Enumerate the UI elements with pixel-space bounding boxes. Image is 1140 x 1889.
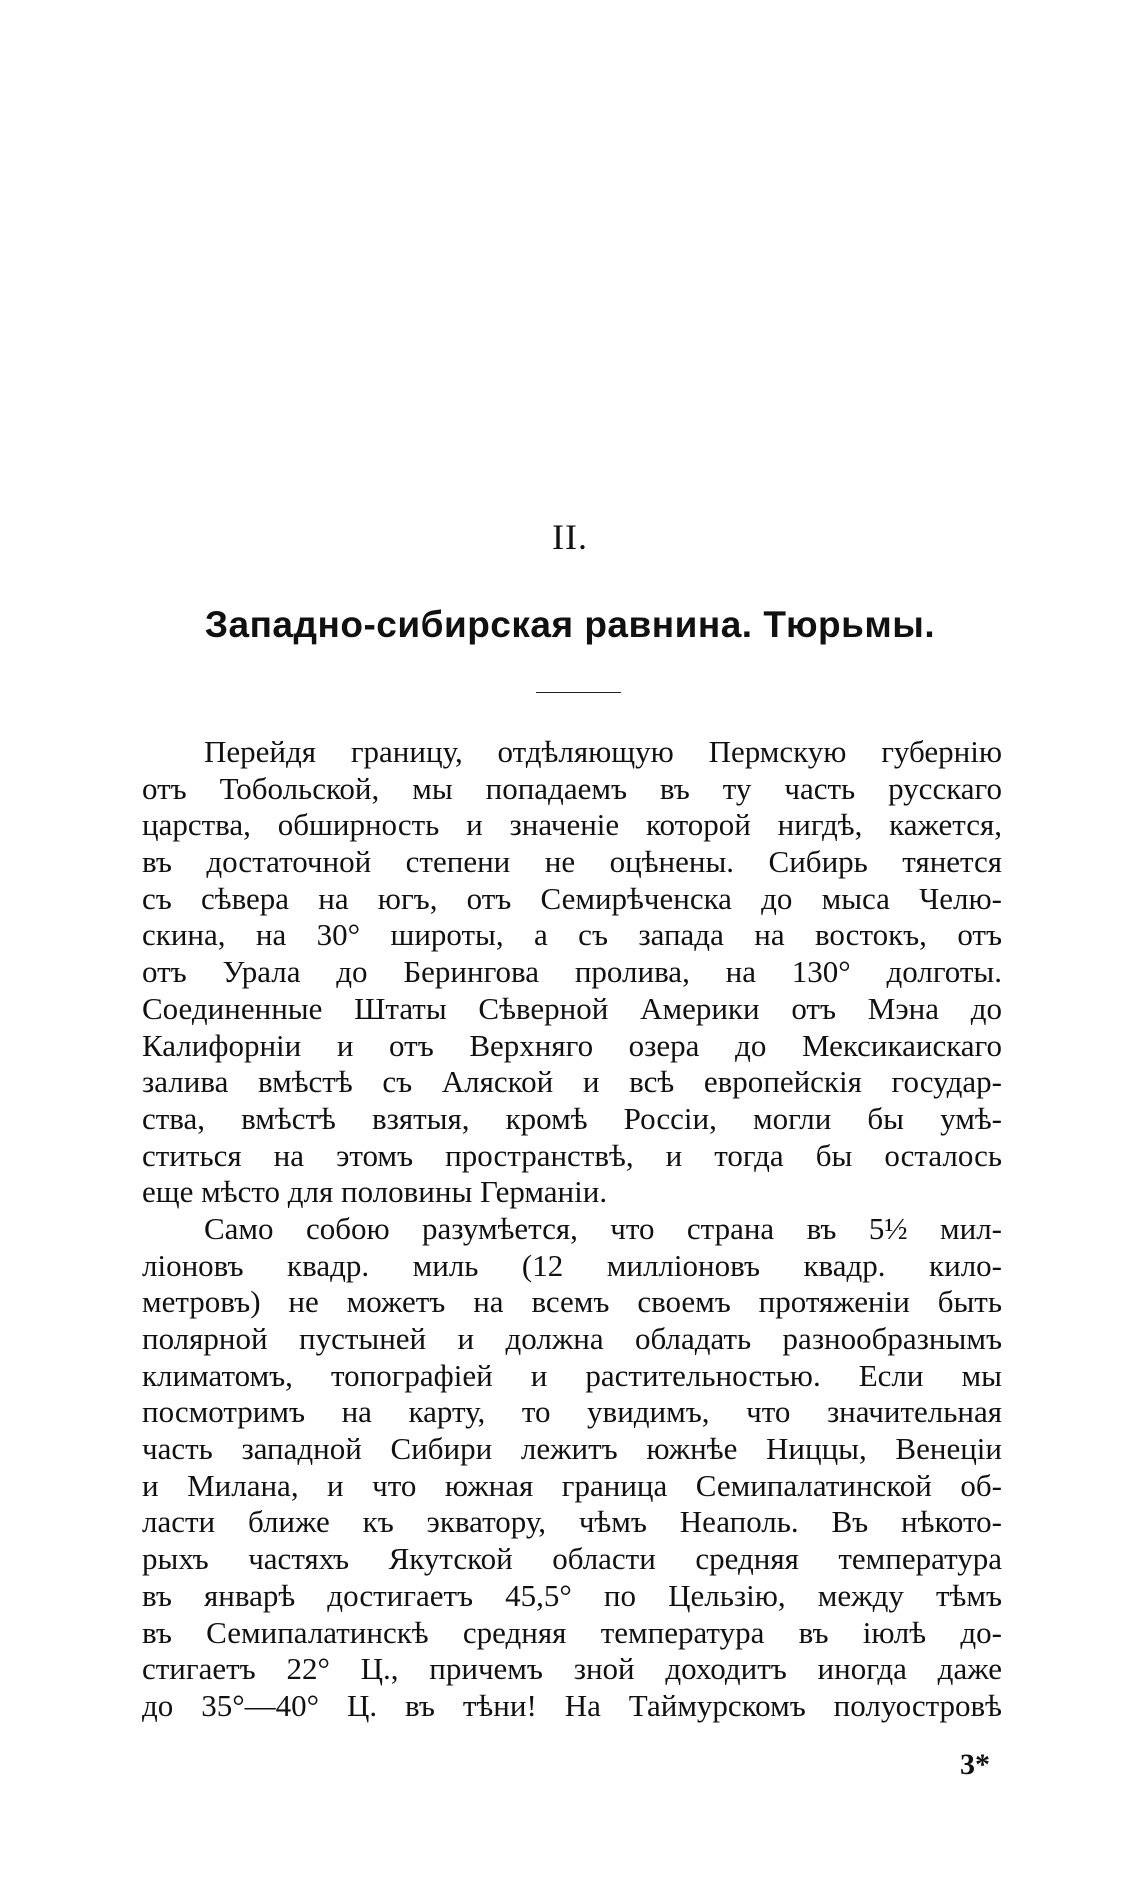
text-line: ліоновъ квадр. миль (12 милліоновъ квадр. кило-	[142, 1247, 1002, 1283]
text-line: метровъ) не можетъ на всемъ своемъ протяженіи быть	[142, 1284, 1002, 1320]
text-line: климатомъ, топографіей и растительностью. Если мы	[142, 1357, 1002, 1393]
paragraph-2	[142, 1211, 1002, 1725]
title-divider	[536, 692, 621, 693]
text-line: Соединенные Штаты Сѣверной Америки отъ Мэна до	[142, 990, 1002, 1026]
text-line: Калифорніи и отъ Верхняго озера до Мексикаискаго	[142, 1027, 1002, 1063]
body-text	[142, 734, 1002, 1725]
text-line: рыхъ частяхъ Якутской области средняя температура	[142, 1541, 1002, 1577]
text-line: скина, на 30° широты, а съ запада на востокъ, отъ	[142, 917, 1002, 953]
text-line: и Милана, и что южная граница Семипалатинской об-	[142, 1467, 1002, 1503]
page-signature: 3*	[960, 1748, 990, 1781]
paragraph-1	[142, 734, 1002, 1211]
chapter-title: Западно-сибирская равнина. Тюрьмы.	[204, 604, 936, 645]
text-line: отъ Урала до Берингова пролива, на 130° долготы.	[142, 954, 1002, 990]
text-line: въ январѣ достигаетъ 45,5° по Цельзію, между тѣмъ	[142, 1577, 1002, 1613]
text-line: Само собою разумѣется, что страна въ 5½ мил-	[204, 1210, 1002, 1246]
text-line: залива вмѣстѣ съ Аляской и всѣ европейскія государ-	[142, 1064, 1002, 1100]
text-line: царства, обширность и значеніе которой нигдѣ, кажется,	[142, 807, 1002, 843]
text-line: до 35°—40° Ц. въ тѣни! На Таймурскомъ полуостровѣ	[142, 1687, 1002, 1723]
text-line: ства, вмѣстѣ взятыя, кромѣ Россіи, могли бы умѣ-	[142, 1100, 1002, 1136]
text-line: еще мѣсто для половины Германіи.	[142, 1174, 608, 1210]
text-line: ститься на этомъ пространствѣ, и тогда бы осталось	[142, 1137, 1002, 1173]
text-line: въ достаточной степени не оцѣнены. Сибирь тянется	[142, 844, 1002, 880]
text-line: стигаетъ 22° Ц., причемъ зной доходитъ иногда даже	[142, 1651, 1002, 1687]
text-line: въ Семипалатинскѣ средняя температура въ іюлѣ до-	[142, 1614, 1002, 1650]
text-line: полярной пустыней и должна обладать разнообразнымъ	[142, 1321, 1002, 1356]
text-line: съ сѣвера на югъ, отъ Семирѣченска до мыса Челю-	[142, 880, 1002, 916]
text-line: отъ Тобольской, мы попадаемъ въ ту часть русскаго	[142, 770, 1002, 806]
text-line: Перейдя границу, отдѣляющую Пермскую губернію	[204, 734, 1002, 769]
text-line: часть западной Сибири лежитъ южнѣе Ниццы, Венеціи	[142, 1431, 1002, 1467]
chapter-number: II.	[552, 517, 588, 557]
text-line: ласти ближе къ экватору, чѣмъ Неаполь. Въ нѣкото-	[142, 1504, 1002, 1540]
text-line: посмотримъ на карту, то увидимъ, что значительная	[142, 1394, 1002, 1430]
